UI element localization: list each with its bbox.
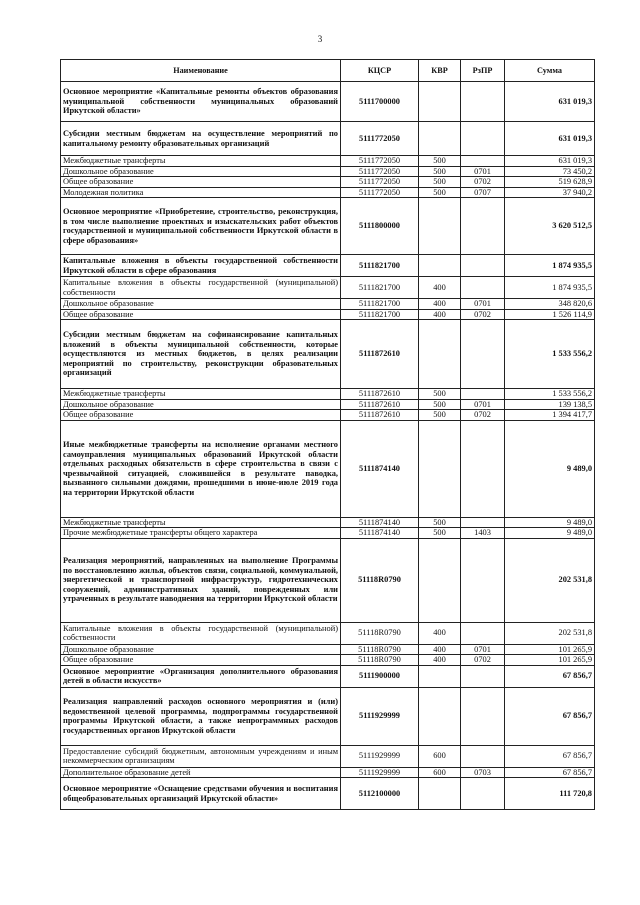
cell-name: Капитальные вложения в объекты государственной собственности Иркутской области в сфере образования: [61, 255, 341, 277]
cell-code: 5111929999: [341, 745, 419, 767]
cell-name: Общее образование: [61, 177, 341, 188]
column-header-sum: Сумма: [505, 60, 595, 82]
cell-kvr: 500: [419, 166, 461, 177]
cell-kvr: 500: [419, 389, 461, 400]
cell-kvr: [419, 320, 461, 389]
cell-code: 5111929999: [341, 767, 419, 778]
cell-rzpr: [461, 82, 505, 122]
cell-rzpr: 0701: [461, 166, 505, 177]
table-row: [61, 166, 595, 177]
cell-rzpr: [461, 122, 505, 156]
cell-kvr: 600: [419, 767, 461, 778]
cell-kvr: 500: [419, 399, 461, 410]
table-row: [61, 745, 595, 767]
cell-sum: 139 138,5: [505, 399, 595, 410]
cell-code: 5111900000: [341, 665, 419, 687]
table-row: [61, 177, 595, 188]
cell-name: Прочие межбюджетные трансферты общего характера: [61, 528, 341, 539]
cell-kvr: [419, 122, 461, 156]
cell-kvr: [419, 665, 461, 687]
cell-rzpr: 1403: [461, 528, 505, 539]
cell-code: 5111772050: [341, 166, 419, 177]
cell-name: Дополнительное образование детей: [61, 767, 341, 778]
cell-rzpr: [461, 745, 505, 767]
cell-rzpr: [461, 255, 505, 277]
cell-name: Молодежная политика: [61, 187, 341, 198]
cell-code: 5111872610: [341, 399, 419, 410]
cell-code: 5111872610: [341, 389, 419, 400]
cell-sum: 202 531,8: [505, 622, 595, 644]
cell-rzpr: [461, 277, 505, 299]
table-header-row: [61, 60, 595, 82]
cell-code: 5111772050: [341, 177, 419, 188]
cell-sum: 111 720,8: [505, 778, 595, 810]
cell-sum: 1 533 556,2: [505, 320, 595, 389]
cell-sum: 37 940,2: [505, 187, 595, 198]
cell-kvr: 400: [419, 622, 461, 644]
table-row: [61, 299, 595, 310]
table-row: [61, 687, 595, 745]
cell-code: 5111821700: [341, 299, 419, 310]
cell-rzpr: [461, 517, 505, 528]
cell-sum: 519 628,9: [505, 177, 595, 188]
table-row: [61, 255, 595, 277]
cell-code: 5112100000: [341, 778, 419, 810]
cell-kvr: 400: [419, 277, 461, 299]
cell-kvr: [419, 687, 461, 745]
cell-sum: 9 489,0: [505, 420, 595, 517]
table-row: [61, 156, 595, 167]
cell-kvr: 400: [419, 309, 461, 320]
cell-code: 5111874140: [341, 420, 419, 517]
cell-rzpr: 0701: [461, 299, 505, 310]
cell-sum: 1 874 935,5: [505, 277, 595, 299]
cell-code: 5111874140: [341, 517, 419, 528]
cell-name: Общее образование: [61, 655, 341, 666]
cell-rzpr: [461, 420, 505, 517]
table-row: [61, 187, 595, 198]
cell-rzpr: 0702: [461, 309, 505, 320]
cell-name: Реализация направлений расходов основного мероприятия и (или) ведомственной целевой программы, подпрограммы государственной программы Иркутской области, а также непрограммных расходов государственных органов Иркутской области: [61, 687, 341, 745]
cell-name: Реализация мероприятий, направленных на выполнение Программы по восстановлению жилья, объектов связи, социальной, коммунальной, энергетической и транспортной инфраструктур, гидротехнических сооружений, административных зданий, поврежденных или утраченных в результате наводнения на территории Иркутской области: [61, 538, 341, 622]
table-body: [61, 82, 595, 810]
cell-sum: 9 489,0: [505, 517, 595, 528]
table-row: [61, 389, 595, 400]
table-row: [61, 644, 595, 655]
cell-rzpr: 0707: [461, 187, 505, 198]
cell-code: 5111929999: [341, 687, 419, 745]
cell-rzpr: [461, 198, 505, 255]
cell-name: Основное мероприятие «Оснащение средствами обучения и воспитания общеобразовательных организаций Иркутской области»: [61, 778, 341, 810]
table-row: [61, 665, 595, 687]
cell-rzpr: 0701: [461, 644, 505, 655]
cell-name: Межбюджетные трансферты: [61, 156, 341, 167]
cell-kvr: [419, 420, 461, 517]
cell-code: 5111874140: [341, 528, 419, 539]
cell-code: 51118R0790: [341, 644, 419, 655]
cell-name: Дошкольное образование: [61, 644, 341, 655]
cell-rzpr: 0702: [461, 655, 505, 666]
cell-code: 51118R0790: [341, 622, 419, 644]
table-row: [61, 655, 595, 666]
cell-code: 5111821700: [341, 309, 419, 320]
cell-rzpr: [461, 665, 505, 687]
cell-sum: 1 533 556,2: [505, 389, 595, 400]
cell-name: Межбюджетные трансферты: [61, 389, 341, 400]
budget-table: [60, 59, 595, 810]
column-header-name: Наименование: [61, 60, 341, 82]
cell-code: 51118R0790: [341, 655, 419, 666]
cell-code: 5111700000: [341, 82, 419, 122]
cell-sum: 631 019,3: [505, 82, 595, 122]
cell-rzpr: [461, 538, 505, 622]
cell-code: 5111821700: [341, 255, 419, 277]
cell-sum: 67 856,7: [505, 687, 595, 745]
cell-sum: 101 265,9: [505, 644, 595, 655]
table-row: [61, 320, 595, 389]
cell-rzpr: [461, 687, 505, 745]
cell-sum: 67 856,7: [505, 767, 595, 778]
cell-name: Капитальные вложения в объекты государственной (муниципальной) собственности: [61, 622, 341, 644]
cell-code: 5111772050: [341, 122, 419, 156]
cell-sum: 73 450,2: [505, 166, 595, 177]
cell-rzpr: 0703: [461, 767, 505, 778]
cell-kvr: 400: [419, 299, 461, 310]
table-row: [61, 410, 595, 421]
cell-code: 5111821700: [341, 277, 419, 299]
cell-code: 5111772050: [341, 156, 419, 167]
cell-sum: 348 820,6: [505, 299, 595, 310]
column-header-code: КЦСР: [341, 60, 419, 82]
cell-sum: 101 265,9: [505, 655, 595, 666]
cell-name: Капитальные вложения в объекты государственной (муниципальной) собственности: [61, 277, 341, 299]
cell-kvr: [419, 82, 461, 122]
cell-kvr: 400: [419, 644, 461, 655]
table-row: [61, 277, 595, 299]
cell-kvr: 500: [419, 156, 461, 167]
cell-name: Общее образование: [61, 410, 341, 421]
cell-sum: 1 394 417,7: [505, 410, 595, 421]
cell-rzpr: 0702: [461, 177, 505, 188]
cell-name: Субсидии местным бюджетам на софинансирование капитальных вложений в объекты муниципальной собственности, которые осуществляются из местных бюджетов, в целях реализации мероприятий по строительству, реконструкции образовательных организаций: [61, 320, 341, 389]
cell-kvr: 500: [419, 177, 461, 188]
cell-kvr: [419, 255, 461, 277]
cell-kvr: [419, 778, 461, 810]
table-row: [61, 767, 595, 778]
cell-rzpr: 0701: [461, 399, 505, 410]
cell-rzpr: [461, 389, 505, 400]
cell-sum: 1 526 114,9: [505, 309, 595, 320]
cell-code: 51118R0790: [341, 538, 419, 622]
cell-sum: 3 620 512,5: [505, 198, 595, 255]
table-row: [61, 538, 595, 622]
cell-name: Субсидии местным бюджетам на осуществление мероприятий по капитальному ремонту образовательных организаций: [61, 122, 341, 156]
cell-name: Предоставление субсидий бюджетным, автономным учреждениям и иным некоммерческим организациям: [61, 745, 341, 767]
table-row: [61, 420, 595, 517]
table-row: [61, 399, 595, 410]
cell-kvr: 500: [419, 410, 461, 421]
cell-name: Основное мероприятие «Приобретение, строительство, реконструкция, в том числе выполнение проектных и изыскательских работ объектов государственной и муниципальной собственности Иркутской области в сфере образования»: [61, 198, 341, 255]
cell-sum: 1 874 935,5: [505, 255, 595, 277]
table-row: [61, 517, 595, 528]
cell-name: Иные межбюджетные трансферты на исполнение органами местного самоуправления муниципальных образований Иркутской области отдельных расходных обязательств в сфере строительства в связи с чрезвычайной ситуацией, сложившейся в результате паводка, вызванного сильными дождями, прошедшими в июне-июле 2019 года на территории Иркутской области: [61, 420, 341, 517]
table-row: [61, 198, 595, 255]
table-row: [61, 309, 595, 320]
cell-kvr: 500: [419, 517, 461, 528]
cell-rzpr: 0702: [461, 410, 505, 421]
cell-kvr: 400: [419, 655, 461, 666]
cell-rzpr: [461, 778, 505, 810]
cell-sum: 631 019,3: [505, 156, 595, 167]
table-row: [61, 528, 595, 539]
cell-sum: 9 489,0: [505, 528, 595, 539]
cell-sum: 67 856,7: [505, 665, 595, 687]
column-header-kvr: КВР: [419, 60, 461, 82]
cell-kvr: [419, 538, 461, 622]
cell-code: 5111800000: [341, 198, 419, 255]
table-row: [61, 82, 595, 122]
cell-name: Основное мероприятие «Капитальные ремонты объектов образования муниципальной собственности муниципальных образований Иркутской области»: [61, 82, 341, 122]
cell-sum: 67 856,7: [505, 745, 595, 767]
table-row: [61, 122, 595, 156]
cell-name: Дошкольное образование: [61, 299, 341, 310]
cell-name: Дошкольное образование: [61, 166, 341, 177]
column-header-rzpr: РзПР: [461, 60, 505, 82]
table-row: [61, 622, 595, 644]
cell-rzpr: [461, 622, 505, 644]
cell-code: 5111872610: [341, 410, 419, 421]
cell-rzpr: [461, 320, 505, 389]
cell-kvr: 600: [419, 745, 461, 767]
cell-sum: 202 531,8: [505, 538, 595, 622]
cell-kvr: 500: [419, 187, 461, 198]
cell-code: 5111772050: [341, 187, 419, 198]
cell-kvr: 500: [419, 528, 461, 539]
cell-name: Общее образование: [61, 309, 341, 320]
cell-name: Дошкольное образование: [61, 399, 341, 410]
cell-name: Основное мероприятие «Организация дополнительного образования детей в области искусств»: [61, 665, 341, 687]
table-row: [61, 778, 595, 810]
cell-sum: 631 019,3: [505, 122, 595, 156]
cell-name: Межбюджетные трансферты: [61, 517, 341, 528]
cell-rzpr: [461, 156, 505, 167]
cell-code: 5111872610: [341, 320, 419, 389]
page-number: 3: [317, 34, 323, 44]
cell-kvr: [419, 198, 461, 255]
